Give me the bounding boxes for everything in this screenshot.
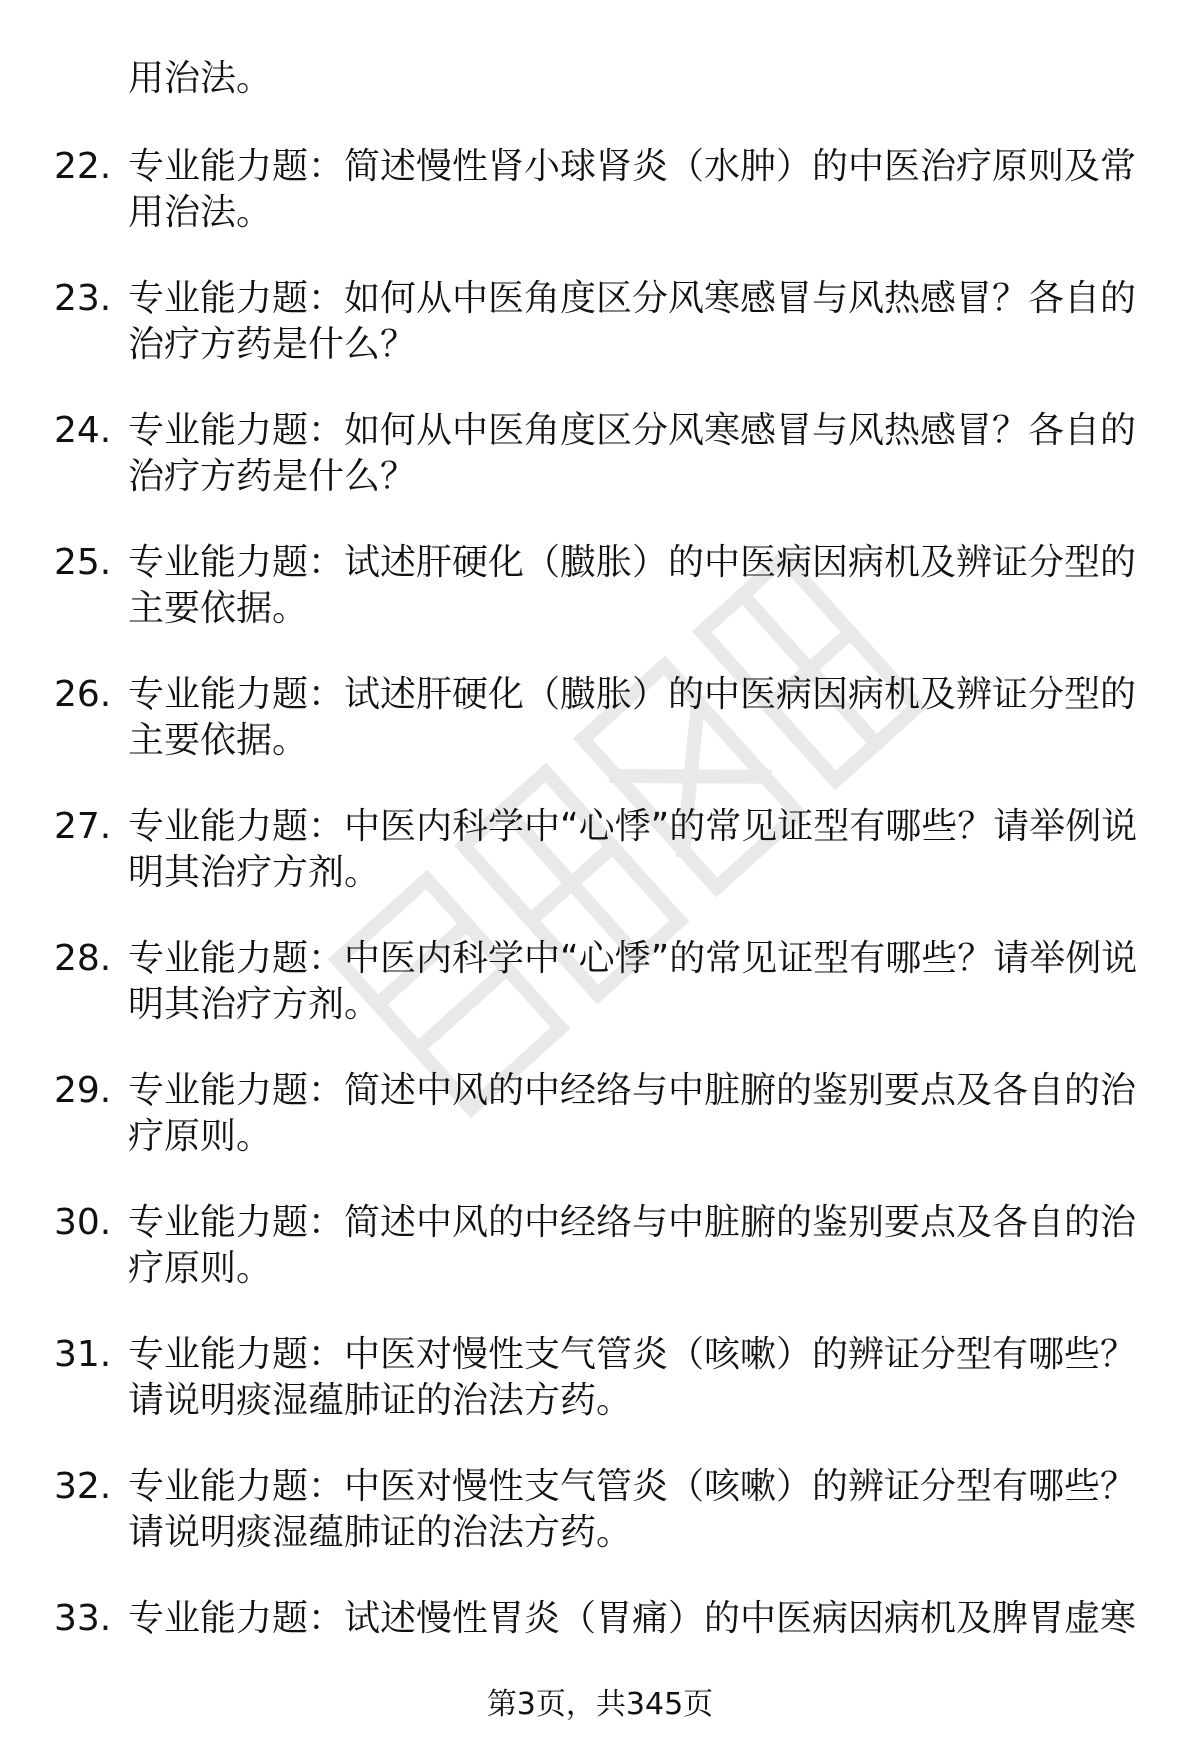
list-item xyxy=(0,672,1200,804)
question-number: 29. xyxy=(54,1070,112,1111)
question-number: 27. xyxy=(54,806,112,847)
question-text: 专业能力题：简述慢性肾小球肾炎（水肿）的中医治疗原则及常用治法。 xyxy=(128,146,1137,233)
question-list xyxy=(0,144,1200,1728)
question-text: 专业能力题：中医内科学中“心悸”的常见证型有哪些？请举例说明其治疗方剂。 xyxy=(128,806,1138,893)
list-item xyxy=(0,1332,1200,1464)
list-item xyxy=(0,408,1200,540)
list-item xyxy=(0,144,1200,276)
question-number: 30. xyxy=(54,1202,112,1243)
list-item xyxy=(0,276,1200,408)
question-number: 32. xyxy=(54,1466,112,1507)
list-item xyxy=(0,936,1200,1068)
question-text: 专业能力题：如何从中医角度区分风寒感冒与风热感冒？各自的治疗方药是什么？ xyxy=(128,278,1137,365)
question-text: 专业能力题：中医对慢性支气管炎（咳嗽）的辨证分型有哪些？请说明痰湿蕴肺证的治法方药。 xyxy=(128,1466,1137,1553)
question-text: 专业能力题：中医内科学中“心悸”的常见证型有哪些？请举例说明其治疗方剂。 xyxy=(128,938,1138,1025)
list-item xyxy=(0,1464,1200,1596)
question-text: 专业能力题：中医对慢性支气管炎（咳嗽）的辨证分型有哪些？请说明痰湿蕴肺证的治法方药。 xyxy=(128,1334,1137,1421)
question-number: 28. xyxy=(54,938,112,979)
continuation-text: 用治法。 xyxy=(128,58,273,99)
question-text: 专业能力题：如何从中医角度区分风寒感冒与风热感冒？各自的治疗方药是什么？ xyxy=(128,410,1137,497)
question-number: 31. xyxy=(54,1334,112,1375)
question-number: 33. xyxy=(54,1598,112,1639)
question-text: 专业能力题：试述肝硬化（臌胀）的中医病因病机及辨证分型的主要依据。 xyxy=(128,542,1137,629)
list-item xyxy=(0,540,1200,672)
question-number: 25. xyxy=(54,542,112,583)
question-text: 专业能力题：简述中风的中经络与中脏腑的鉴别要点及各自的治疗原则。 xyxy=(128,1202,1137,1289)
question-number: 22. xyxy=(54,146,112,187)
question-number: 24. xyxy=(54,410,112,451)
list-item xyxy=(0,1068,1200,1200)
question-text: 专业能力题：简述中风的中经络与中脏腑的鉴别要点及各自的治疗原则。 xyxy=(128,1070,1137,1157)
question-text: 专业能力题：试述肝硬化（臌胀）的中医病因病机及辨证分型的主要依据。 xyxy=(128,674,1137,761)
question-number: 26. xyxy=(54,674,112,715)
list-item xyxy=(0,804,1200,936)
question-number: 23. xyxy=(54,278,112,319)
page-footer: 第3页，共345页 xyxy=(486,1687,714,1722)
list-item xyxy=(0,1200,1200,1332)
question-text: 专业能力题：试述慢性胃炎（胃痛）的中医病因病机及脾胃虚寒 xyxy=(128,1598,1137,1639)
